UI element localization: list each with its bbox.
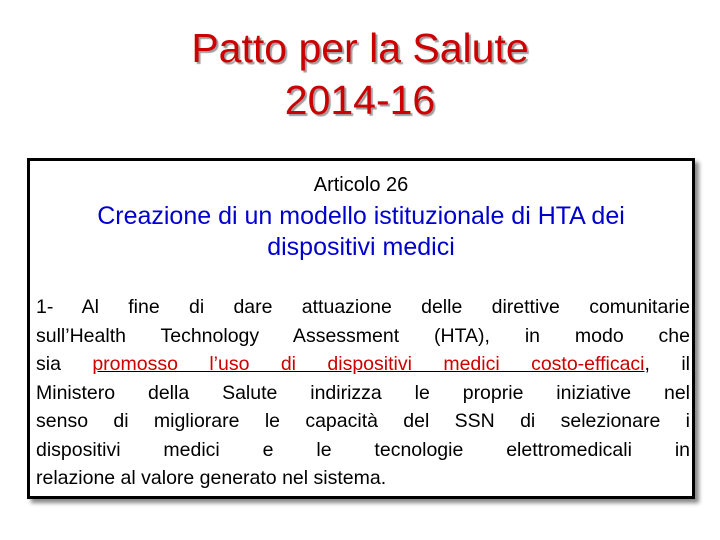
- body-line: relazione al valore generato nel sistema.: [36, 467, 387, 489]
- body-line: sull’Health Technology Assessment (HTA), in modo che: [36, 324, 690, 347]
- article-body: [36, 293, 690, 493]
- slide-title: [0, 22, 720, 126]
- article-box: [27, 158, 695, 499]
- highlighted-phrase: promosso l’uso di dispositivi medici costo-efficaci: [92, 353, 645, 375]
- body-text-segment: sia: [36, 353, 93, 375]
- body-line-with-highlight: [36, 350, 690, 379]
- body-line: dispositivi medici e le tecnologie elettromedicali in: [36, 438, 690, 461]
- article-heading: [30, 201, 692, 263]
- article-heading-line-1: Creazione di un modello istituzionale di HTA dei: [97, 202, 625, 230]
- article-number: Articolo 26: [313, 174, 409, 196]
- body-line: Ministero della Salute indirizza le proprie iniziative nel: [36, 381, 690, 404]
- body-line: senso di migliorare le capacità del SSN di selezionare i: [36, 410, 690, 432]
- slide-title-line-1: Patto per la Salute: [191, 25, 529, 71]
- article-heading-line-2: dispositivi medici: [267, 233, 455, 261]
- body-line: 1- Al fine di dare attuazione delle direttive comunitarie: [36, 296, 690, 318]
- body-text-segment: , il: [644, 353, 690, 375]
- slide-title-line-2: 2014-16: [284, 77, 436, 123]
